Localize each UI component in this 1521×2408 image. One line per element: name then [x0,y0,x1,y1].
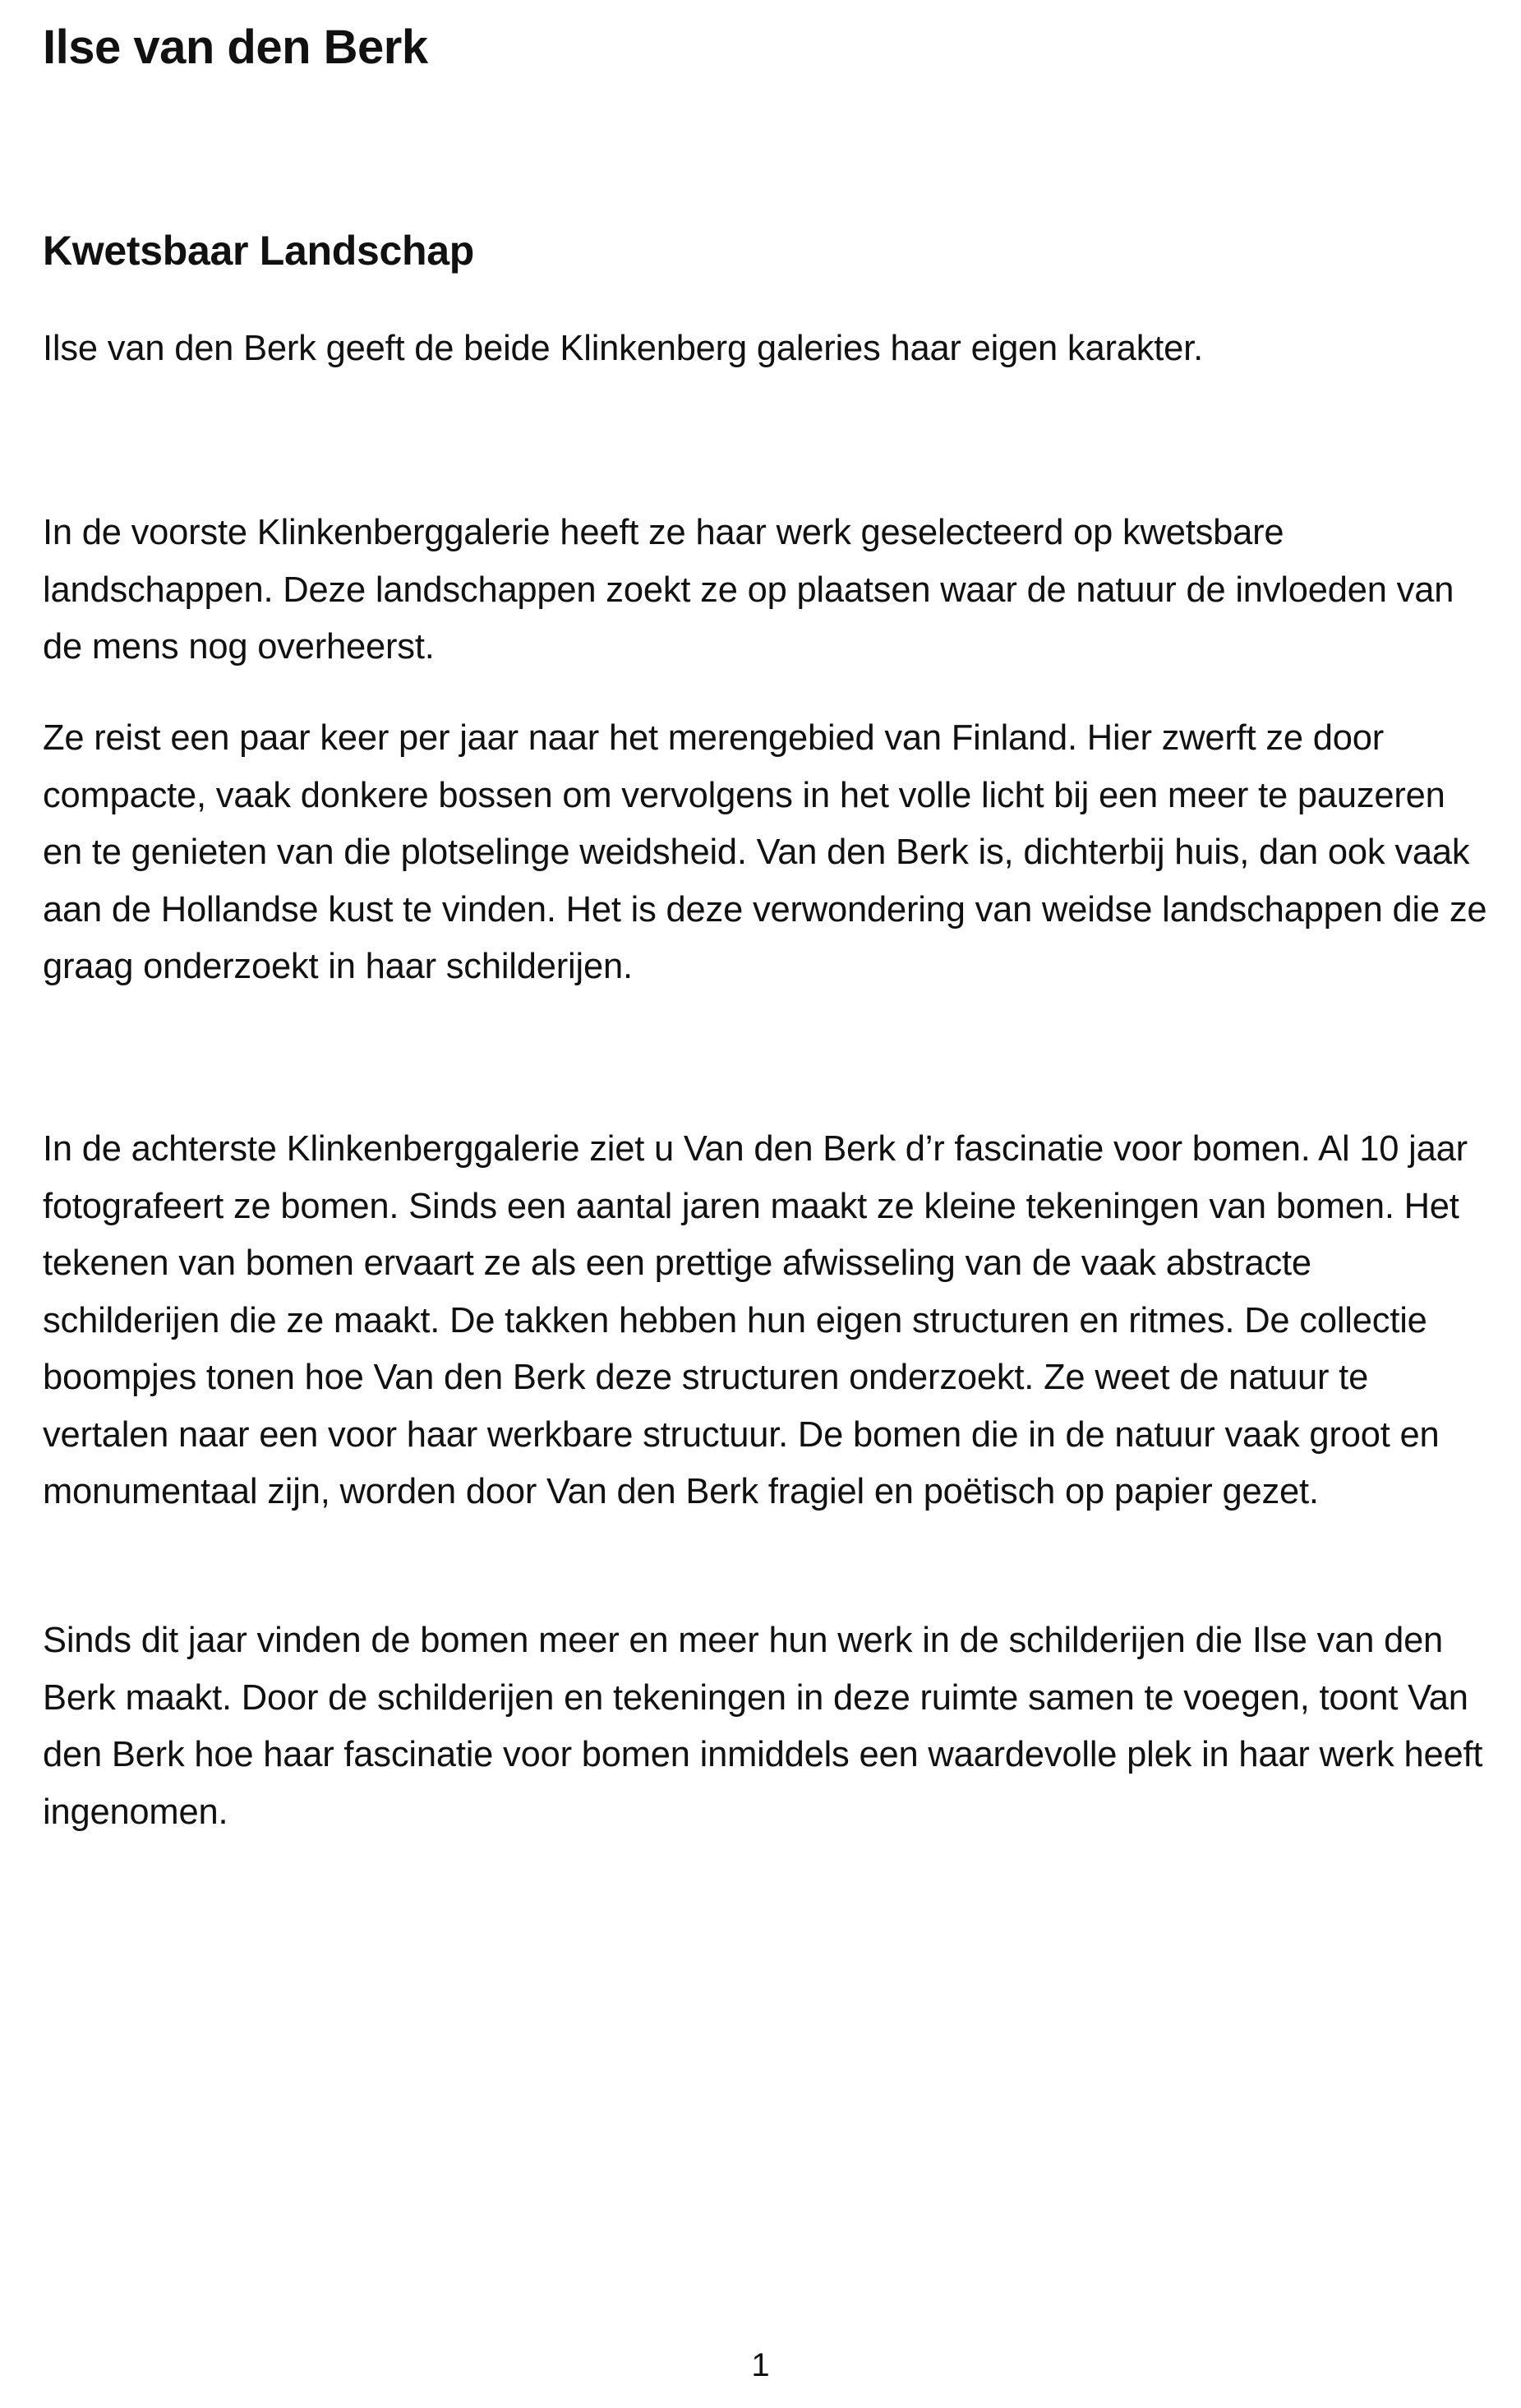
paragraph-voorste-galerie: In de voorste Klinkenberggalerie heeft ze haar werk geselecteerd op kwetsbare landschappen. Deze landschappen zoekt ze op plaatsen waar de natuur de invloeden van de mens nog overheerst. [43,513,1454,667]
intro-paragraph: Ilse van den Berk geeft de beide Klinkenberg galeries haar eigen karakter. [43,329,1203,368]
document-title: Ilse van den Berk [43,21,428,74]
section-title: Kwetsbaar Landschap [43,228,475,274]
paragraph-schilderijen: Sinds dit jaar vinden de bomen meer en meer hun werk in de schilderijen die Ilse van den Berk maakt. Door de schilderijen en tekeningen in deze ruimte samen te voegen, toont Van den Berk hoe haar fascinatie voor bomen inmiddels een waardevolle plek in haar werk heeft ingenomen. [43,1621,1483,1832]
page-number: 1 [751,2347,770,2383]
paragraph-achterste-galerie: In de achterste Klinkenberggalerie ziet u Van den Berk d’r fascinatie voor bomen. Al 10 jaar fotografeert ze bomen. Sinds een aantal jaren maakt ze kleine tekeningen van bomen. Het tekenen van bomen ervaart ze als een prettige afwisseling van de vaak abstracte schilderijen die ze maakt. De takken hebben hun eigen structuren en ritmes. De collectie boompjes tonen hoe Van den Berk deze structuren onderzoekt. Ze weet de natuur te vertalen naar een voor haar werkbare structuur. De bomen die in de natuur vaak groot en monumentaal zijn, worden door Van den Berk fragiel en poëtisch op papier gezet. [43,1129,1468,1511]
paragraph-finland: Ze reist een paar keer per jaar naar het merengebied van Finland. Hier zwerft ze door compacte, vaak donkere bossen om vervolgens in het volle licht bij een meer te pauzeren en te genieten van die plotselinge weidsheid. Van den Berk is, dichterbij huis, dan ook vaak aan de Hollandse kust te vinden. Het is deze verwondering van weidse landschappen die ze graag onderzoekt in haar schilderijen. [43,718,1487,986]
